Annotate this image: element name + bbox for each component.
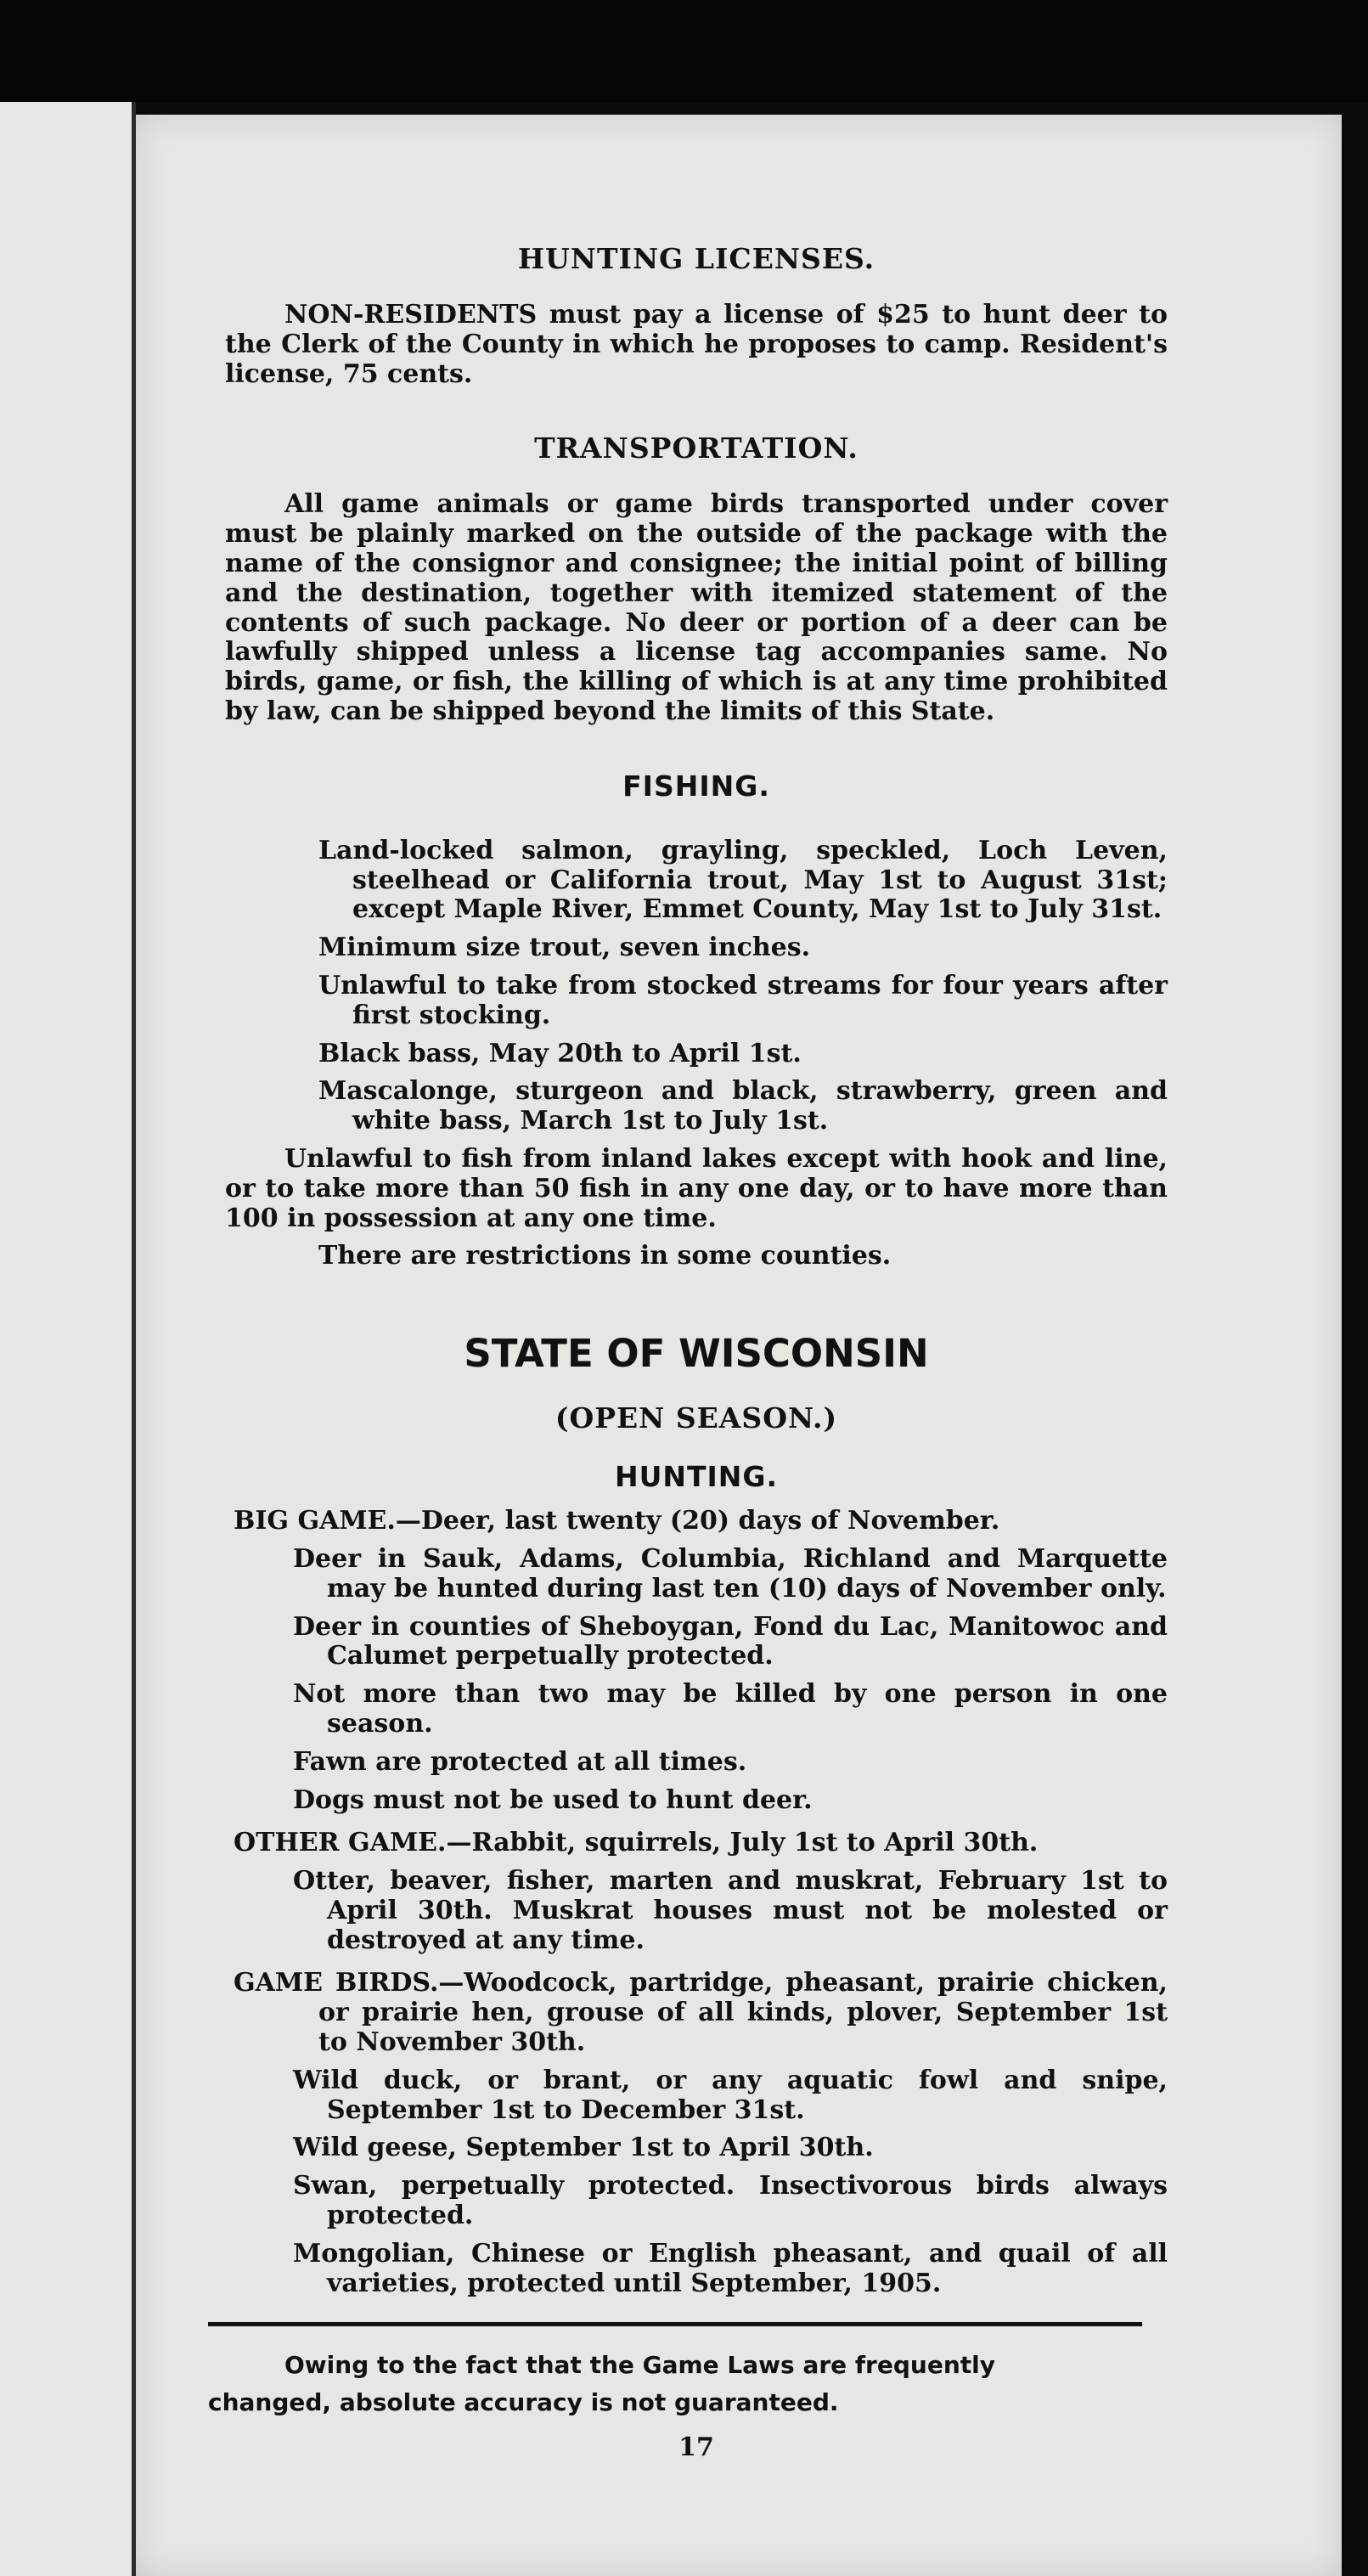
wisconsin-hunting-heading: HUNTING.	[614, 1460, 779, 1494]
big-game-item: Not more than two may be killed by one person in one season.	[293, 1679, 1168, 1739]
fishing-item: Black bass, May 20th to April 1st.	[318, 1038, 802, 1068]
game-birds-item: Swan, perpetually protected. Insectivorous birds always protected.	[293, 2171, 1168, 2231]
big-game-lead: BIG GAME.—Deer, last twenty (20) days of November.	[234, 1506, 1000, 1536]
transportation-text: All game animals or game birds transported under cover must be plainly marked on the outside of the package with the name of the consignor and consignee; the initial point of billing and the destination, together with itemized statement of the contents of such package. No deer or portion of a deer can be lawfully shipped unless a license tag accompanies same. No birds, game, or fish, the killing of which is at any time prohibited by law, can be shipped beyond the limits of this State.	[225, 489, 1168, 726]
fishing-item: Land-locked salmon, grayling, speckled, Loch Leven, steelhead or California trout, May 1st to August 31st; except Maple River, Emmet County, May 1st to July 31st.	[318, 835, 1168, 925]
big-game-item: Deer in counties of Sheboygan, Fond du Lac, Manitowoc and Calumet perpetually protected.	[293, 1611, 1168, 1671]
page-content	[208, 242, 1168, 2463]
game-birds-item: Wild geese, September 1st to April 30th.	[293, 2133, 874, 2163]
game-birds-lead: GAME BIRDS.—Woodcock, partridge, pheasant, prairie chicken, or prairie hen, grouse of all kinds, plover, September 1st to November 30th.	[234, 1968, 1168, 2058]
fishing-item: Minimum size trout, seven inches.	[318, 933, 811, 963]
document-page	[136, 115, 1342, 2576]
scan-border-right	[1342, 102, 1368, 2576]
game-birds-item: Mongolian, Chinese or English pheasant, and quail of all varieties, protected until September, 1905.	[293, 2238, 1168, 2298]
scan-border-top	[0, 0, 1368, 102]
fishing-item: Mascalonge, sturgeon and black, strawberry, green and white bass, March 1st to July 1st.	[318, 1076, 1168, 1136]
hunting-licenses-heading: HUNTING LICENSES.	[517, 242, 875, 275]
big-game-item: Deer in Sauk, Adams, Columbia, Richland and Marquette may be hunted during last ten (10) days of November only.	[293, 1543, 1168, 1604]
transportation-heading: TRANSPORTATION.	[534, 431, 859, 465]
disclaimer-line-1: Owing to the fact that the Game Laws are frequently	[284, 2351, 995, 2380]
big-game-item: Dogs must not be used to hunt deer.	[293, 1784, 813, 1815]
previous-page-edge	[0, 102, 136, 2576]
disclaimer-line-2: changed, absolute accuracy is not guaranteed.	[208, 2387, 839, 2416]
hunting-licenses-text: NON-RESIDENTS must pay a license of $25 to hunt deer to the Clerk of the County in which he proposes to camp. Resident's license, 75 cents.	[225, 300, 1168, 389]
fishing-restrictions-note: There are restrictions in some counties.	[318, 1241, 892, 1271]
page-number: 17	[678, 2432, 714, 2463]
footer-divider	[208, 2322, 1142, 2326]
other-game-item: Otter, beaver, fisher, marten and muskrat, February 1st to April 30th. Muskrat houses must not be molested or destroyed at any time.	[293, 1866, 1168, 1955]
open-season-subtitle: (OPEN SEASON.)	[555, 1401, 838, 1435]
fishing-heading: FISHING.	[622, 769, 770, 803]
game-birds-item: Wild duck, or brant, or any aquatic fowl and snipe, September 1st to December 31st.	[293, 2065, 1168, 2125]
other-game-lead: OTHER GAME.—Rabbit, squirrels, July 1st to April 30th.	[234, 1828, 1039, 1858]
fishing-item: Unlawful to take from stocked streams for four years after first stocking.	[318, 970, 1168, 1030]
fishing-inland-lakes-text: Unlawful to fish from inland lakes except with hook and line, or to take more than 50 fish in any one day, or to have more than 100 in possession at any one time.	[225, 1143, 1168, 1233]
state-of-wisconsin-title: STATE OF WISCONSIN	[464, 1331, 929, 1377]
big-game-item: Fawn are protected at all times.	[293, 1746, 747, 1777]
